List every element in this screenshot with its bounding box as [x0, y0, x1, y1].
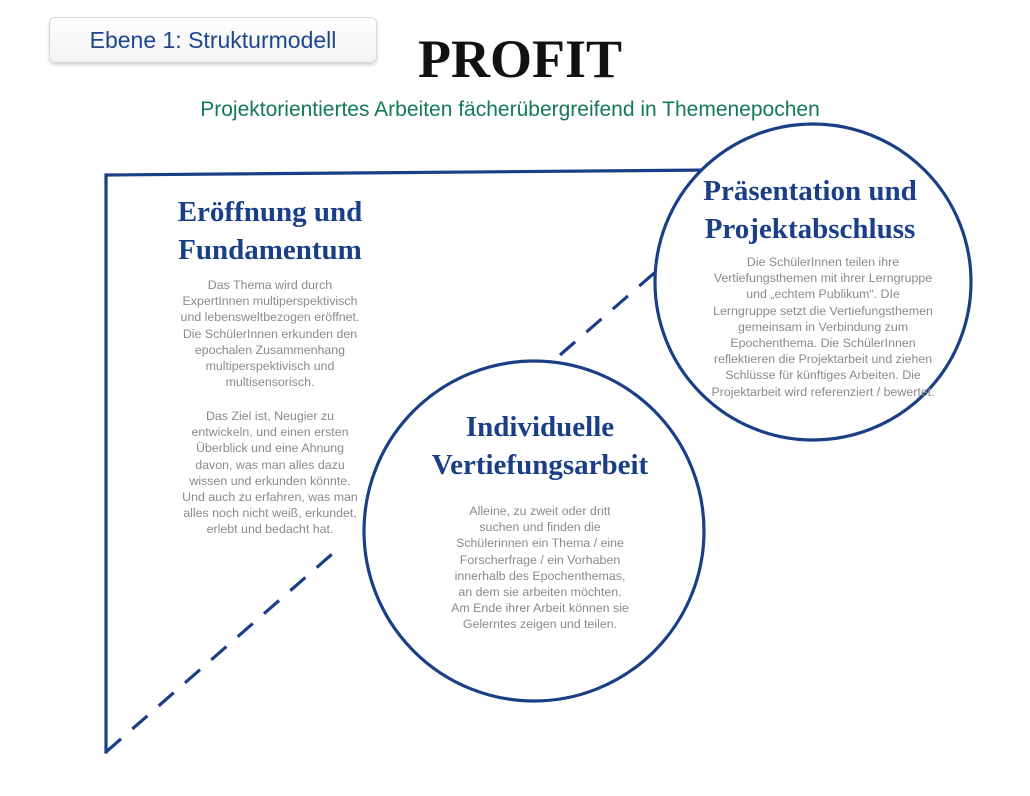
- level-badge: Ebene 1: Strukturmodell: [49, 17, 377, 63]
- individual-title: Individuelle Vertiefungsarbeit: [431, 411, 649, 481]
- page-subtitle: Projektorientiertes Arbeiten fächerübergreifend in Themenepochen: [200, 98, 820, 121]
- dashed-connector-upper: [560, 268, 660, 355]
- opening-title: Eröffnung und Fundamentum: [177, 196, 363, 266]
- opening-text-1: Das Thema wird durch ExpertInnen multiperspektivisch und lebensweltbezogen eröffnet. Die SchülerInnen erkunden den epochalen Zusammenhang multiperspektivisch und multisensorisch.: [180, 278, 360, 390]
- page-title: PROFIT: [417, 29, 622, 89]
- individual-text: Alleine, zu zweit oder dritt suchen und finden die Schülerinnen ein Thema / eine Forscherfrage / ein Vorhaben innerhalb des Epochenthemas, an dem sie arbeiten möchten. Am Ende ihrer Arbeit können sie Gelerntes zeigen und teilen.: [451, 504, 629, 632]
- dashed-connector-lower: [106, 548, 339, 752]
- presentation-title: Präsentation und Projektabschluss: [703, 175, 917, 245]
- presentation-text: Die SchülerInnen teilen ihre Vertiefungsthemen mit ihrer Lerngruppe und „echtem Publikum“. DIe Lerngruppe setzt die Vertiefungsthemen gemeinsam in Verbindung zum Epochenthema. Die SchülerInnen reflektieren die Projektarbeit und ziehen Schlüsse für künftiges Arbeiten. Die Projektarbeit wird referenziert / bewertet.: [711, 255, 935, 399]
- opening-text-2: Das Ziel ist, Neugier zu entwickeln, und einen ersten Überblick und eine Ahnung davon, was man alles dazu wissen und erkunden könnte. Und auch zu erfahren, was man alles noch nicht weiß, erkundet, erlebt und bedacht hat.: [182, 409, 358, 537]
